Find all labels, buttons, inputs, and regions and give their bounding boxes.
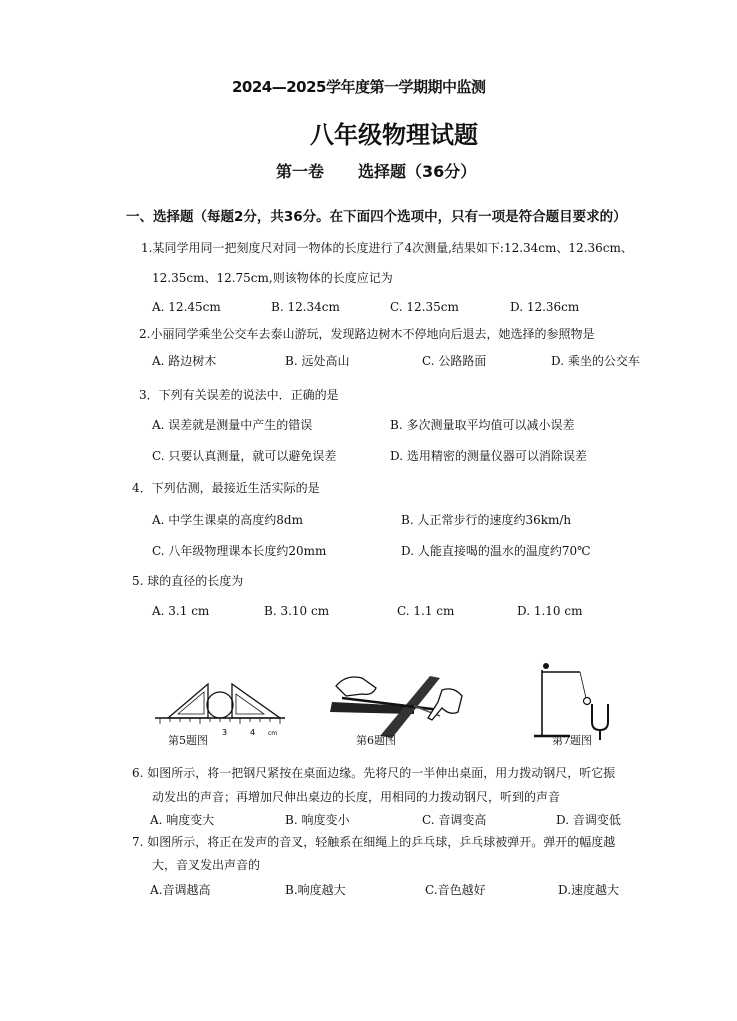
question-2-option-b[interactable]: B. 远处高山 <box>285 354 350 368</box>
question-3-option-a[interactable]: A. 误差就是测量中产生的错误 <box>152 418 313 432</box>
ruler-ticks <box>160 718 280 724</box>
left-triangle-inner <box>178 692 204 714</box>
figure-5-ruler-ball <box>150 676 290 738</box>
figure-6-caption: 第6题图 <box>356 734 396 747</box>
question-1-line-1: 1.某同学用同一把刻度尺对同一物体的长度进行了4次测量,结果如下:12.34cm、12.36cm、 <box>141 241 633 255</box>
question-7-option-c[interactable]: C.音色越好 <box>425 883 486 897</box>
question-5-option-b[interactable]: B. 3.10 cm <box>264 604 330 618</box>
question-5-option-d[interactable]: D. 1.10 cm <box>517 604 583 618</box>
question-7-option-b[interactable]: B.响度越大 <box>285 883 346 897</box>
exam-title: 八年级物理试题 <box>310 121 478 149</box>
ball <box>207 692 233 718</box>
fork-prongs <box>592 704 608 730</box>
question-4-option-b[interactable]: B. 人正常步行的速度约36km/h <box>401 513 572 527</box>
stand-knob <box>543 663 549 669</box>
question-6-option-a[interactable]: A. 响度变大 <box>150 813 215 827</box>
question-2-option-a[interactable]: A. 路边树木 <box>152 354 217 368</box>
question-1-option-d[interactable]: D. 12.36cm <box>510 300 580 314</box>
question-2-option-c[interactable]: C. 公路路面 <box>422 354 487 368</box>
figure-7-caption: 第7题图 <box>552 734 592 747</box>
left-hand <box>336 677 376 696</box>
question-2-option-d[interactable]: D. 乘坐的公交车 <box>551 354 640 368</box>
question-4-line-1: 4．下列估测，最接近生活实际的是 <box>132 481 320 495</box>
right-triangle-ruler <box>232 684 280 718</box>
question-6-option-b[interactable]: B. 响度变小 <box>285 813 350 827</box>
question-2-line-1: 2.小丽同学乘坐公交车去泰山游玩，发现路边树木不停地向后退去，她选择的参照物是 <box>139 327 595 341</box>
section-heading: 一、选择题（每题2分，共36分。在下面四个选项中，只有一项是符合题目要求的） <box>126 209 627 225</box>
left-triangle-ruler <box>168 684 208 718</box>
ruler-unit: cm <box>268 730 278 737</box>
question-7-line-1: 7. 如图所示，将正在发声的音叉，轻触系在细绳上的乒乓球，乒乓球被弹开。弹开的幅度越 <box>132 835 616 849</box>
question-5-option-c[interactable]: C. 1.1 cm <box>397 604 455 618</box>
volume-heading <box>276 159 476 182</box>
question-6-option-c[interactable]: C. 音调变高 <box>422 813 487 827</box>
ruler-label-4: 4 <box>250 728 256 737</box>
question-3-option-b[interactable]: B. 多次测量取平均值可以减小误差 <box>390 418 575 432</box>
volume-name: 第一卷 <box>276 162 325 181</box>
ruler-label-3: 3 <box>222 728 228 737</box>
question-3-line-1: 3．下列有关误差的说法中．正确的是 <box>139 388 339 402</box>
question-7-option-a[interactable]: A.音调越高 <box>150 883 211 897</box>
question-4-option-c[interactable]: C. 八年级物理课本长度约20mm <box>152 544 327 558</box>
question-4-option-a[interactable]: A. 中学生课桌的高度约8dm <box>152 513 303 527</box>
exam-header: 2024—2025学年度第一学期期中监测 <box>232 78 486 96</box>
question-7-option-d[interactable]: D.速度越大 <box>558 883 620 897</box>
question-7-line-2: 大，音叉发出声音的 <box>152 858 261 872</box>
figure-6-steel-ruler <box>322 668 472 740</box>
figure-7-tuning-fork <box>530 660 620 742</box>
volume-label: 选择题（36分） <box>358 162 477 181</box>
question-1-line-2: 12.35cm、12.75cm,则该物体的长度应记为 <box>152 271 393 285</box>
string <box>580 672 586 698</box>
question-6-line-2: 动发出的声音；再增加尺伸出桌边的长度，用相同的力拨动钢尺，听到的声音 <box>152 790 561 804</box>
question-4-option-d[interactable]: D. 人能直接喝的温水的温度约70℃ <box>401 544 591 558</box>
question-1-option-b[interactable]: B. 12.34cm <box>271 300 340 314</box>
question-1-option-a[interactable]: A. 12.45cm <box>152 300 221 314</box>
question-6-line-1: 6. 如图所示，将一把钢尺紧按在桌面边缘。先将尺的一半伸出桌面，用力拨动钢尺，听它振 <box>132 766 616 780</box>
question-1-option-c[interactable]: C. 12.35cm <box>390 300 459 314</box>
question-5-option-a[interactable]: A. 3.1 cm <box>152 604 210 618</box>
question-3-option-d[interactable]: D. 选用精密的测量仪器可以消除误差 <box>390 449 587 463</box>
question-6-option-d[interactable]: D. 音调变低 <box>556 813 621 827</box>
ping-pong-ball <box>584 698 591 705</box>
question-5-line-1: 5. 球的直径的长度为 <box>132 574 244 588</box>
question-3-option-c[interactable]: C. 只要认真测量，就可以避免误差 <box>152 449 337 463</box>
figure-5-caption: 第5题图 <box>168 734 208 747</box>
right-hand <box>428 689 462 720</box>
